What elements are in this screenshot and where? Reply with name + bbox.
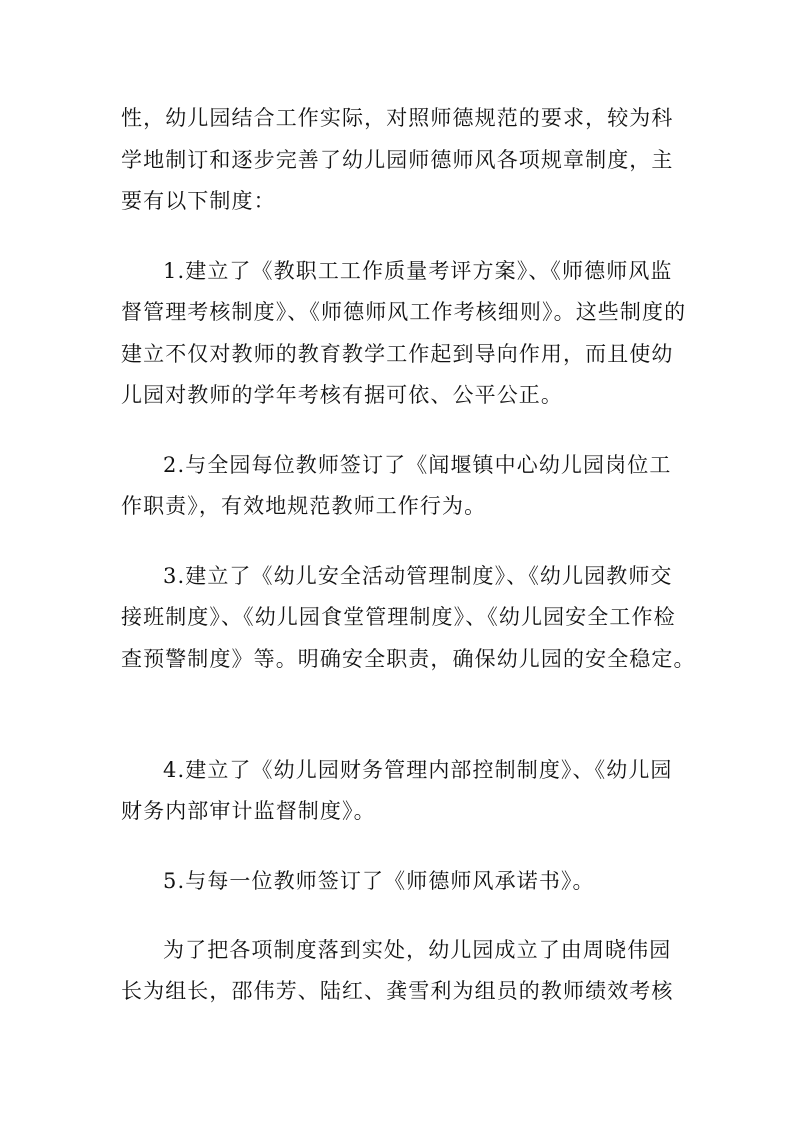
text-line: 建立不仅对教师的教育教学工作起到导向作用，而且使幼 — [121, 342, 674, 366]
text-line: 作职责》，有效地规范教师工作行为。 — [121, 494, 487, 518]
text-line: 5.与每一位教师签订了《师德师风承诺书》。 — [163, 869, 595, 893]
text-line: 长为组长，邵伟芳、陆红、龚雪利为组员的教师绩效考核 — [121, 979, 674, 1003]
text-line: 3.建立了《幼儿安全活动管理制度》、《幼儿园教师交 — [163, 564, 673, 588]
text-line: 要有以下制度： — [121, 189, 276, 213]
text-line: 1.建立了《教职工工作质量考评方案》、《师德师风监 — [163, 259, 673, 283]
text-line: 财务内部审计监督制度》。 — [121, 799, 376, 823]
text-line: 儿园对教师的学年考核有据可依、公平公正。 — [121, 383, 563, 407]
text-line: 性，幼儿园结合工作实际，对照师德规范的要求，较为科 — [121, 106, 674, 130]
text-line: 2.与全园每位教师签订了《闻堰镇中心幼儿园岗位工 — [163, 453, 672, 477]
text-line: 查预警制度》等。明确安全职责，确保幼儿园的安全稳定。 — [121, 647, 696, 671]
text-line: 为了把各项制度落到实处，幼儿园成立了由周晓伟园 — [163, 938, 672, 962]
text-line: 4.建立了《幼儿园财务管理内部控制制度》、《幼儿园 — [163, 758, 673, 782]
text-line: 接班制度》、《幼儿园食堂管理制度》、《幼儿园安全工作检 — [121, 605, 676, 629]
text-line: 学地制订和逐步完善了幼儿园师德师风各项规章制度，主 — [121, 148, 674, 172]
text-line: 督管理考核制度》、《师德师风工作考核细则》。这些制度的 — [121, 300, 687, 324]
